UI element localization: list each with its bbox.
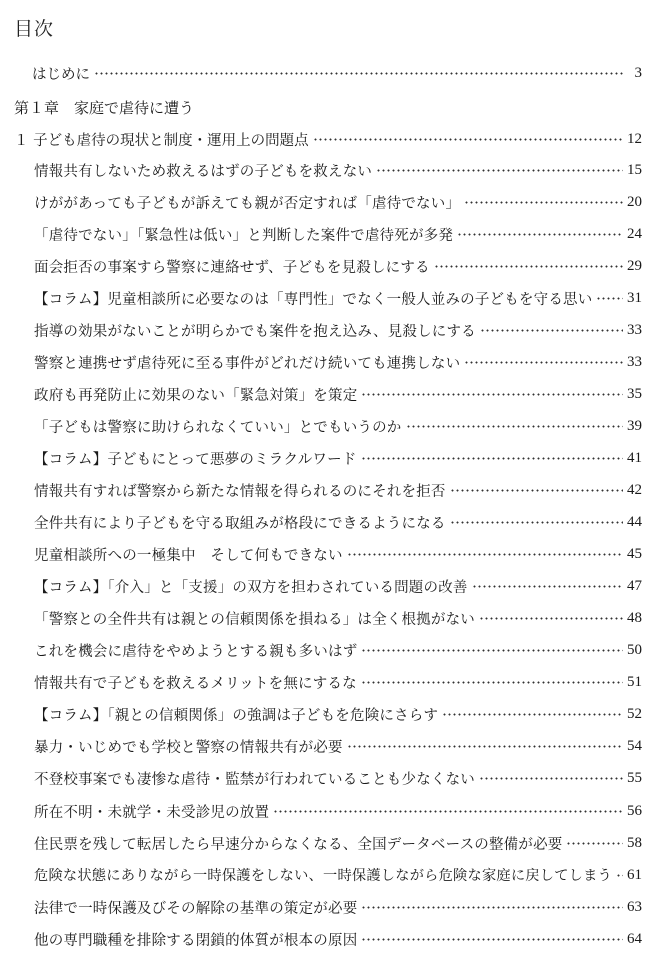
toc-entry-page: 63 [627,898,642,915]
toc-entry[interactable] [34,381,642,407]
leader-dots [442,713,623,716]
toc-entry[interactable] [34,798,642,824]
leader-dots [347,745,623,748]
toc-entry-label: 情報共有しないため救えるはずの子どもを救えない [34,163,373,180]
leader-dots [361,938,623,941]
toc-entry-label: 全件共有により子どもを守る取組みが格段にできるようになる [34,516,446,533]
toc-entry-page: 64 [627,930,642,947]
toc-entry[interactable] [34,510,642,536]
leader-dots [361,457,623,460]
toc-entry-label: 指導の効果がないことが明らかでも案件を抱え込み、見殺しにする [34,323,476,340]
toc-entry-page: 39 [627,417,642,434]
toc-entry-page: 52 [627,706,642,723]
toc-entry[interactable] [34,574,642,600]
toc-entry-label: 警察と連携せず虐待死に至る事件がどれだけ続いても連携しない [34,355,461,372]
toc-entry[interactable] [34,349,642,375]
toc-entry-page: 58 [627,834,642,851]
leader-dots [361,649,623,652]
toc-entry-label: はじめに [32,66,90,83]
toc-section-1[interactable] [14,126,642,152]
toc-entry-label: 法律で一時保護及びその解除の基準の策定が必要 [34,900,358,917]
toc-entry-label: 情報共有で子どもを救えるメリットを無にするな [34,676,357,693]
toc-entry[interactable] [34,478,642,504]
toc-entry-page: 42 [627,482,642,498]
toc-entry[interactable] [34,638,642,664]
toc-entry[interactable] [34,830,642,856]
toc-entry[interactable] [34,285,642,311]
toc-entry-page: 31 [627,289,642,306]
toc-entry-label: 他の専門職種を排除する閉鎖的体質が根本の原因 [34,932,358,949]
toc-entry-page: 45 [627,546,642,563]
toc-entry[interactable] [34,189,642,215]
toc-entry-label: 所在不明・未就学・未受診児の放置 [34,804,270,821]
toc-entry-label: 住民票を残して転居したら早速分からなくなる、全国データベースの整備が必要 [34,836,563,853]
toc-entry-label: 暴力・いじめでも学校と警察の情報共有が必要 [34,740,343,757]
toc-entry-page: 50 [627,642,642,659]
toc-entry-label: 危険な状態にありながら一時保護をしない、一時保護しながら危険な家庭に戻してしまう [34,868,613,885]
toc-entry-page: 51 [627,674,642,691]
toc-entry-page: 44 [627,514,642,531]
toc-entry-label: 【コラム】「親との信頼関係」の強調は子どもを危険にさらす [34,708,439,725]
toc-chapter-1[interactable] [14,94,414,120]
leader-dots [313,138,623,141]
toc-entry-label: １ 子ども虐待の現状と制度・運用上の問題点 [14,132,309,149]
toc-entry-label: 「警察との全件共有は親との信頼関係を損ねる」は全く根拠がない [34,612,475,629]
toc-entry-page: 55 [627,770,642,787]
leader-dots [480,329,623,332]
leader-dots [479,777,623,780]
toc-entry-page: 33 [627,321,642,338]
leader-dots [347,553,623,556]
toc-entry[interactable] [34,702,642,728]
leader-dots [361,681,623,684]
leader-dots [450,521,623,524]
leader-dots [457,233,623,236]
toc-entry[interactable] [34,317,642,343]
toc-entry-label: これを機会に虐待をやめようとする親も多いはず [34,644,358,661]
toc-entry[interactable] [34,253,642,279]
leader-dots [472,585,623,588]
leader-dots [616,874,623,877]
leader-dots [464,361,623,364]
leader-dots [273,810,623,813]
toc-entry-page: 33 [627,353,642,370]
toc-entry-page: 35 [627,385,642,402]
leader-dots [450,489,623,492]
toc-entry-page: 41 [627,449,642,466]
toc-entry-label: 情報共有すれば警察から新たな情報を得られるのにそれを拒否 [34,484,446,500]
toc-entry-label: 「子どもは警察に助けられなくていい」とでもいうのか [34,419,402,436]
leader-dots [94,72,624,75]
toc-entry[interactable] [34,157,642,183]
toc-entry[interactable] [34,734,642,760]
leader-dots [361,906,623,909]
leader-dots [566,842,623,845]
leader-dots [406,425,624,428]
toc-entry-page: 24 [627,225,642,242]
toc-entry-label: 【コラム】児童相談所に必要なのは「専門性」でなく一般人並みの子どもを守る思い [34,291,593,308]
toc-chapter-label: 第１章 家庭で虐待に遭う [14,98,195,117]
toc-entry-label: 不登校事案でも凄惨な虐待・監禁が行われていることも少なくない [34,772,475,789]
toc-entry-page: 29 [627,257,642,274]
leader-dots [596,297,623,300]
toc-entry-label: 「虐待でない」「緊急性は低い」と判断した案件で虐待死が多発 [34,227,454,244]
toc-entry-label: 児童相談所への一極集中 そして何もできない [34,548,343,565]
toc-entry-label: 面会拒否の事案すら警察に連絡せず、子どもを見殺しにする [34,259,430,276]
toc-entry-page: 3 [634,64,642,81]
toc-entry-page: 15 [627,161,642,178]
toc-entry-intro[interactable] [32,60,642,86]
leader-dots [434,265,623,268]
leader-dots [479,617,623,620]
toc-entry-label: けががあっても子どもが訴えても親が否定すれば「虐待でない」 [34,195,461,212]
leader-dots [361,393,623,396]
toc-entry[interactable] [34,413,642,439]
toc-title: 目次 [14,18,55,40]
toc-entry-page: 54 [627,738,642,755]
toc-entry-page: 47 [627,578,642,595]
toc-entry-label: 政府も再発防止に効果のない「緊急対策」を策定 [34,387,358,404]
toc-entry-page: 61 [627,866,642,883]
toc-entry[interactable] [34,894,642,920]
toc-entry[interactable] [34,766,642,792]
toc-entry[interactable] [34,445,642,471]
leader-dots [464,201,623,204]
toc-entry[interactable] [34,221,642,247]
toc-entry[interactable] [34,542,642,568]
leader-dots [376,169,623,172]
toc-entry[interactable] [34,926,642,952]
toc-entry-page: 48 [627,610,642,627]
toc-entry-label: 【コラム】「介入」と「支援」の双方を担わされている問題の改善 [34,580,468,597]
toc-entry-page: 12 [627,130,642,147]
toc-entry-label: 【コラム】子どもにとって悪夢のミラクルワード [34,451,357,468]
toc-entry[interactable] [34,862,642,888]
toc-entry[interactable] [34,606,642,632]
toc-entry[interactable] [34,670,642,696]
toc-entry-page: 20 [627,193,642,210]
toc-entry-page: 56 [627,802,642,819]
